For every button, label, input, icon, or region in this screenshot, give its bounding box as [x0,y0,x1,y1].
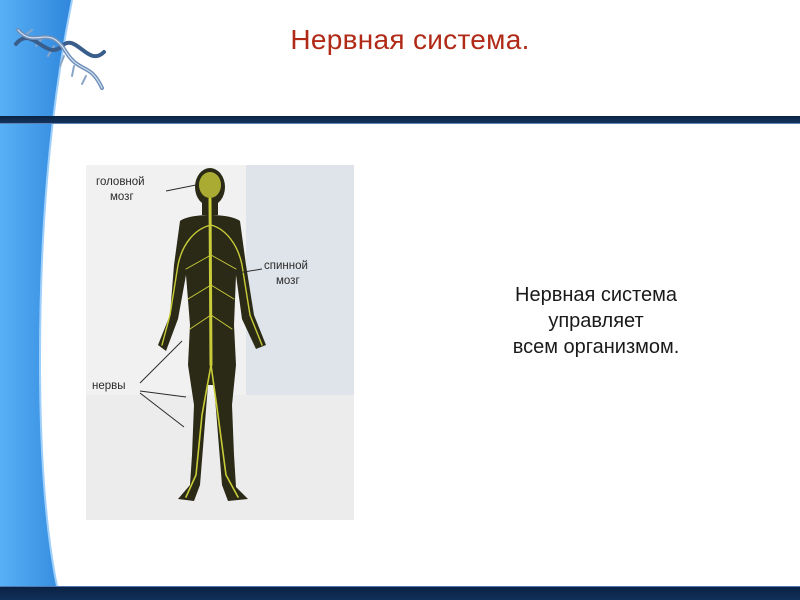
label-brain-line1: головной [96,176,145,188]
label-brain [96,175,145,205]
body-line-3: всем организмом. [512,336,680,358]
label-brain-line2: мозг [110,191,134,203]
bottom-divider [0,586,800,600]
slide-body-text [456,282,736,360]
dna-helix-icon [10,22,110,100]
label-spinal-cord [264,259,308,289]
slide-title: Нервная система. [290,24,530,55]
human-body-illustration [86,165,354,520]
top-divider [0,116,800,124]
nervous-system-figure [86,165,354,520]
body-line-1: Нервная система [515,284,677,306]
label-spinal-line1: спинной [264,260,308,272]
label-nerves: нервы [92,380,126,392]
body-line-2: управляет [548,310,644,332]
label-spinal-line2: мозг [276,275,300,287]
